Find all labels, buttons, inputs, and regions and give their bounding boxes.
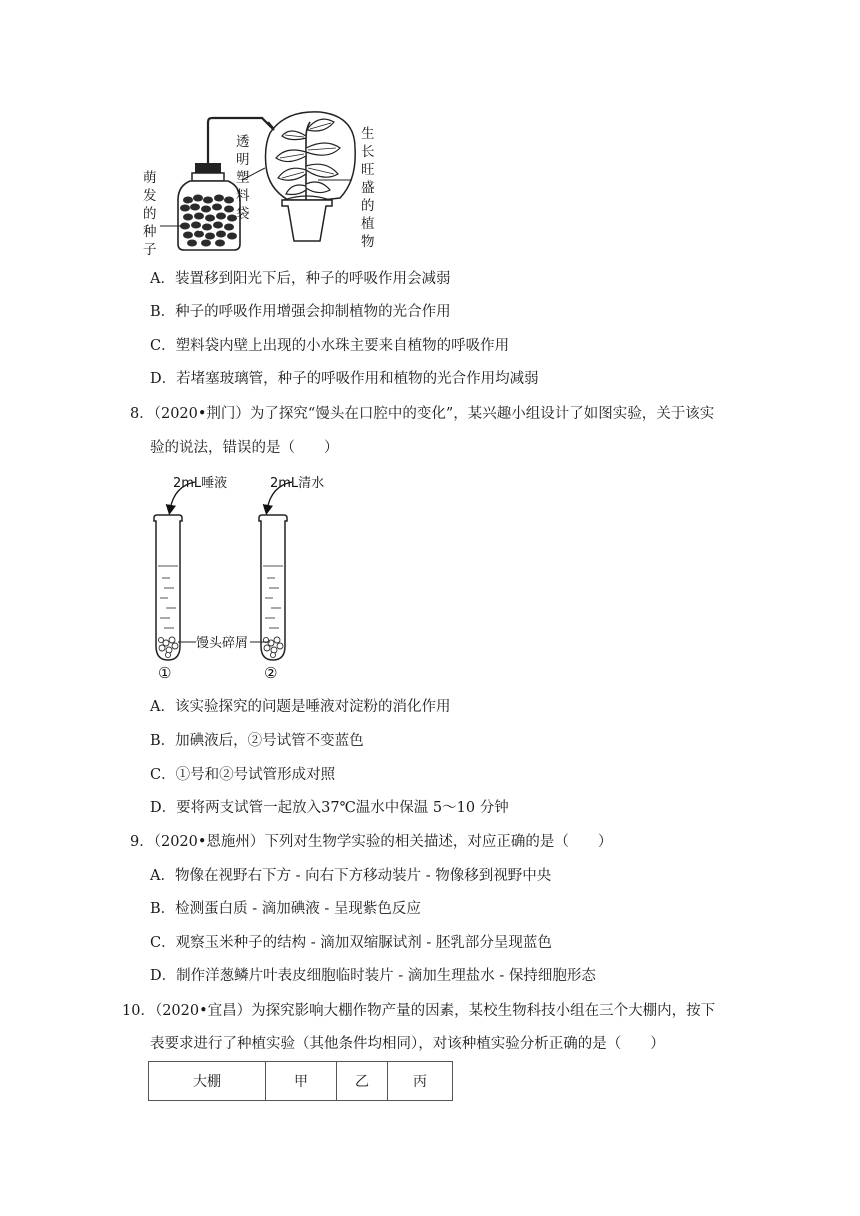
tube2-liquid-label: 2mL清水 — [270, 476, 325, 491]
q8-option-b: B．加碘液后，②号试管不变蓝色 — [150, 733, 364, 749]
plant-label-char: 盛 — [361, 180, 375, 196]
q8-stem-line2: 验的说法，错误的是（ ） — [150, 440, 339, 456]
q10-stem-line2: 表要求进行了种植实验（其他条件均相同），对该种植实验分析正确的是（ ） — [150, 1036, 665, 1052]
bag-label-char: 袋 — [236, 206, 250, 222]
table-header-cell: 大棚 — [149, 1062, 266, 1101]
q9-stem: 9．（2020•恩施州）下列对生物学实验的相关描述，对应正确的是（ ） — [130, 834, 613, 850]
test-tubes-figure — [140, 468, 370, 683]
seeds-label-char: 子 — [143, 242, 157, 258]
bag-label-char: 透 — [236, 134, 250, 150]
seed-plant-apparatus-figure — [140, 108, 400, 258]
q7-option-c: C．塑料袋内壁上出现的小水珠主要来自植物的呼吸作用 — [150, 338, 510, 354]
plant-label-char: 物 — [361, 234, 375, 250]
bag-label-char: 塑 — [236, 170, 250, 186]
q7-option-a: A．装置移到阳光下后，种子的呼吸作用会减弱 — [150, 271, 451, 287]
q7-option-b: B．种子的呼吸作用增强会抑制植物的光合作用 — [150, 304, 451, 320]
seeds-label-char: 发 — [143, 188, 157, 204]
table-header-cell: 丙 — [388, 1062, 453, 1101]
tube2-number: ② — [264, 664, 278, 682]
seeds-label-char: 萌 — [143, 170, 157, 186]
table-row — [149, 1062, 453, 1101]
plant-label-char: 植 — [361, 216, 375, 232]
q9-option-b: B．检测蛋白质 - 滴加碘液 - 呈现紫色反应 — [150, 901, 421, 917]
plant-label-char: 生 — [361, 126, 375, 142]
q10-stem-line1: 10．（2020•宜昌）为探究影响大棚作物产量的因素，某校生物科技小组在三个大棚内，按下 — [122, 1003, 716, 1019]
table-header-cell: 甲 — [266, 1062, 337, 1101]
crumbs-label: 馒头碎屑 — [196, 636, 249, 651]
bag-label-char: 料 — [236, 188, 250, 204]
bag-label-char: 明 — [236, 152, 250, 168]
plant-label-char: 的 — [361, 198, 375, 214]
plant-label-char: 长 — [361, 144, 375, 160]
plant-label-char: 旺 — [361, 162, 375, 178]
q7-option-d: D．若堵塞玻璃管，种子的呼吸作用和植物的光合作用均减弱 — [150, 371, 539, 387]
table-header-cell: 乙 — [337, 1062, 388, 1101]
q9-option-c: C．观察玉米种子的结构 - 滴加双缩脲试剂 - 胚乳部分呈现蓝色 — [150, 935, 552, 951]
q8-option-c: C．①号和②号试管形成对照 — [150, 767, 336, 783]
seeds-label-char: 种 — [143, 224, 157, 240]
q8-stem-line1: 8．（2020•荆门）为了探究“馒头在口腔中的变化”，某兴趣小组设计了如图实验，关于该实 — [130, 406, 715, 422]
q10-table — [148, 1061, 453, 1101]
q8-option-a: A．该实验探究的问题是唾液对淀粉的消化作用 — [150, 699, 451, 715]
seeds-label-char: 的 — [143, 206, 157, 222]
tube1-liquid-label: 2mL唾液 — [173, 476, 228, 491]
q9-option-d: D．制作洋葱鳞片叶表皮细胞临时装片 - 滴加生理盐水 - 保持细胞形态 — [150, 968, 596, 984]
q8-option-d: D．要将两支试管一起放入37℃温水中保温 5～10 分钟 — [150, 800, 509, 816]
q9-option-a: A．物像在视野右下方 - 向右下方移动装片 - 物像移到视野中央 — [150, 868, 552, 884]
tube1-number: ① — [158, 664, 172, 682]
